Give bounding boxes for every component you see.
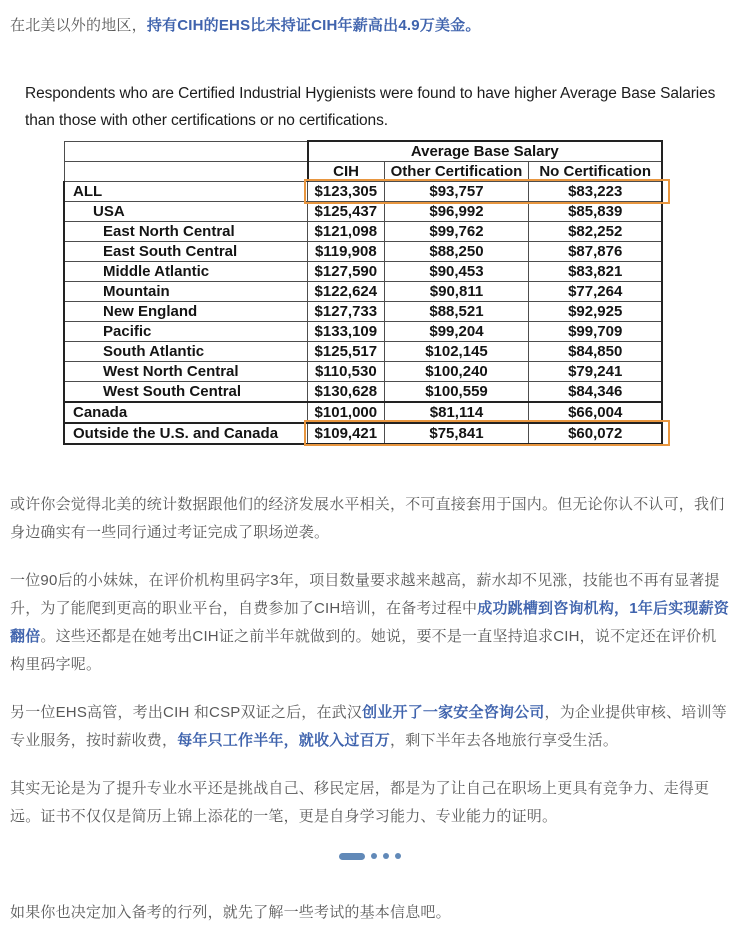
salary-value: $99,709: [529, 322, 662, 342]
empty-corner-cell: [64, 141, 308, 162]
salary-value: $133,109: [308, 322, 385, 342]
divider-bar: [339, 853, 365, 860]
salary-value: $79,241: [529, 362, 662, 382]
text-segment: 其实无论是为了提升专业水平还是挑战自己、移民定居，都是为了让自己在职场上更具有竞争力、走得更远。证书不仅仅是简历上锦上添花的一笔，更是自身学习能力、专业能力的证明。: [10, 780, 710, 825]
text-segment: 一位90后的小妹妹，在评价机构里码字3年，项目数量要求越来越高，薪水却不见涨，技能也不再有显著提升，为了能爬到更高的职业平台，自费参加了CIH培训，在备考过程中: [10, 572, 720, 617]
table-row: [64, 362, 662, 382]
divider-dot: [371, 853, 377, 859]
table-row: [64, 222, 662, 242]
highlight-text: 创业开了一家安全咨询公司: [362, 704, 545, 721]
salary-value: $84,346: [529, 382, 662, 403]
highlight-text: 每年只工作半年，就收入过百万: [177, 732, 391, 749]
table-row: [64, 423, 662, 444]
body-paragraph: [10, 699, 729, 755]
highlight-text: 成功跳槽到咨询机构，1年后实现薪资翻倍: [10, 600, 729, 645]
section-divider: [10, 849, 729, 863]
row-label: East South Central: [64, 242, 308, 262]
salary-value: $83,821: [529, 262, 662, 282]
salary-value: $102,145: [384, 342, 529, 362]
table-row: [64, 402, 662, 423]
text-segment: 另一位EHS高管，考出CIH 和CSP双证之后，在武汉: [10, 704, 363, 721]
salary-value: $110,530: [308, 362, 385, 382]
salary-value: $60,072: [529, 423, 662, 444]
row-label: West North Central: [64, 362, 308, 382]
report-image: [10, 80, 729, 445]
table-row: [64, 382, 662, 403]
table-row: [64, 322, 662, 342]
row-label: Canada: [64, 402, 308, 423]
salary-value: $84,850: [529, 342, 662, 362]
column-header-no-certification: No Certification: [529, 162, 662, 182]
salary-value: $66,004: [529, 402, 662, 423]
row-label: West South Central: [64, 382, 308, 403]
table-column-header-row: [64, 162, 662, 182]
table-row: [64, 262, 662, 282]
table-row: [64, 202, 662, 222]
salary-value: $125,517: [308, 342, 385, 362]
row-label: East North Central: [64, 222, 308, 242]
row-label: USA: [64, 202, 308, 222]
row-label: South Atlantic: [64, 342, 308, 362]
divider-dot: [383, 853, 389, 859]
salary-table-container: [63, 140, 663, 445]
table-row: [64, 302, 662, 322]
salary-value: $81,114: [384, 402, 529, 423]
row-label: Outside the U.S. and Canada: [64, 423, 308, 444]
text-segment: 或许你会觉得北美的统计数据跟他们的经济发展水平相关，不可直接套用于国内。但无论你认不认可，我们身边确实有一些同行通过考证完成了职场逆袭。: [10, 496, 725, 541]
salary-value: $130,628: [308, 382, 385, 403]
text-segment: 在北美以外的地区，: [10, 17, 147, 34]
salary-value: $127,733: [308, 302, 385, 322]
salary-value: $127,590: [308, 262, 385, 282]
salary-table: [63, 140, 663, 445]
row-label: Pacific: [64, 322, 308, 342]
salary-value: $125,437: [308, 202, 385, 222]
text-segment: 。这些还都是在她考出CIH证之前半年就做到的。她说，要不是一直坚持追求CIH，说不定还在评价机构里码字呢。: [10, 628, 717, 673]
table-row: [64, 282, 662, 302]
empty-corner-cell: [64, 162, 308, 182]
salary-value: $88,250: [384, 242, 529, 262]
row-label: Mountain: [64, 282, 308, 302]
salary-value: $122,624: [308, 282, 385, 302]
intro-paragraph: [10, 12, 729, 40]
table-group-header: Average Base Salary: [308, 141, 662, 162]
text-segment: ，为企业提供审核、培训等专业服务，按时薪收费，: [10, 704, 727, 749]
salary-value: $88,521: [384, 302, 529, 322]
body-paragraph: [10, 491, 729, 547]
salary-value: $121,098: [308, 222, 385, 242]
table-row: [64, 182, 662, 202]
highlight-text: 持有CIH的EHS比未持证CIH年薪高出4.9万美金。: [146, 17, 481, 34]
salary-value: $87,876: [529, 242, 662, 262]
salary-value: $92,925: [529, 302, 662, 322]
salary-value: $90,811: [384, 282, 529, 302]
table-row: [64, 342, 662, 362]
table-row: [64, 242, 662, 262]
salary-value: $83,223: [529, 182, 662, 202]
salary-value: $82,252: [529, 222, 662, 242]
salary-value: $100,240: [384, 362, 529, 382]
text-segment: ，剩下半年去各地旅行享受生活。: [390, 732, 619, 749]
salary-value: $119,908: [308, 242, 385, 262]
row-label: Middle Atlantic: [64, 262, 308, 282]
salary-value: $77,264: [529, 282, 662, 302]
column-header-other-certification: Other Certification: [384, 162, 529, 182]
salary-value: $99,762: [384, 222, 529, 242]
salary-value: $96,992: [384, 202, 529, 222]
salary-value: $93,757: [384, 182, 529, 202]
divider-dot: [395, 853, 401, 859]
body-paragraph: [10, 567, 729, 679]
body-paragraph: [10, 775, 729, 831]
table-group-header-row: [64, 141, 662, 162]
salary-value: $90,453: [384, 262, 529, 282]
salary-value: $99,204: [384, 322, 529, 342]
footer-paragraph: 如果你也决定加入备考的行列，就先了解一些考试的基本信息吧。: [10, 904, 451, 921]
column-header-cih: CIH: [308, 162, 385, 182]
salary-value: $123,305: [308, 182, 385, 202]
salary-value: $85,839: [529, 202, 662, 222]
salary-value: $101,000: [308, 402, 385, 423]
salary-value: $100,559: [384, 382, 529, 403]
row-label: New England: [64, 302, 308, 322]
report-caption: Respondents who are Certified Industrial Hygienists were found to have higher Average Base Salaries than those with other certifications or no certifications.: [25, 85, 716, 129]
row-label: ALL: [64, 182, 308, 202]
salary-value: $109,421: [308, 423, 385, 444]
salary-value: $75,841: [384, 423, 529, 444]
